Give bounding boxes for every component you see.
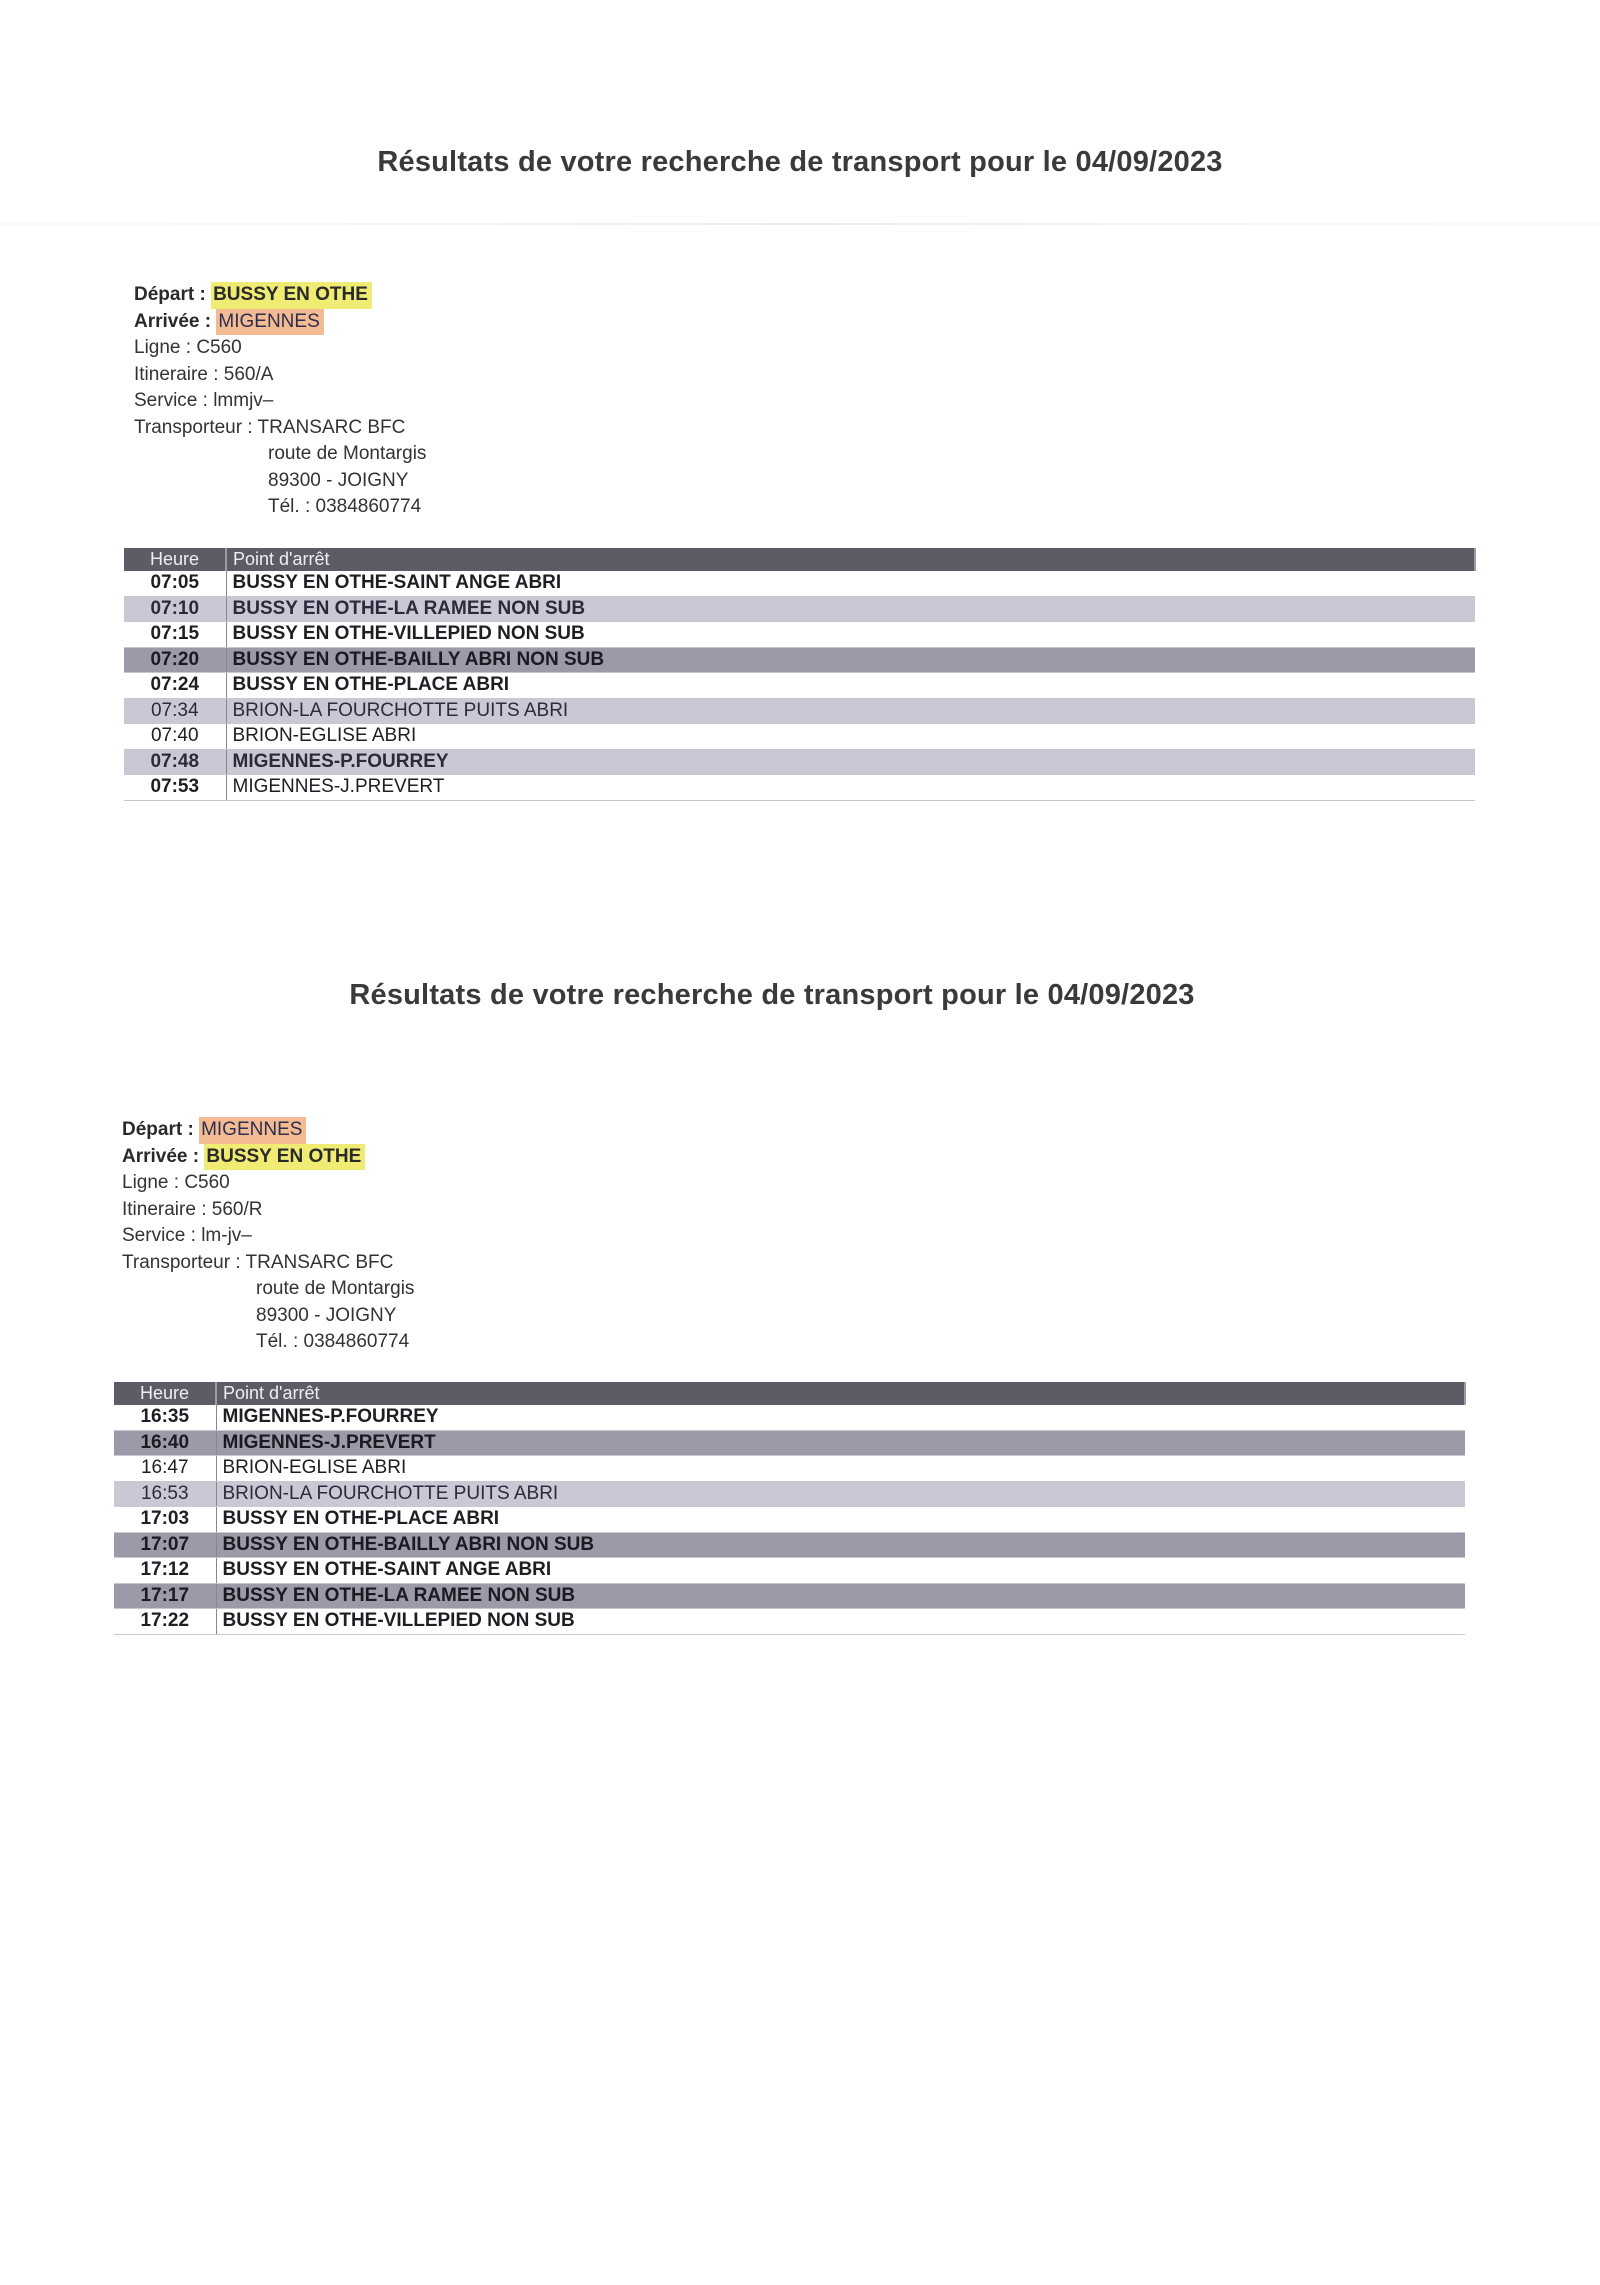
col-point-arret: Point d'arrêt [216,1382,1465,1405]
stop-name: MIGENNES-J.PREVERT [226,775,1475,801]
col-heure: Heure [124,548,226,571]
table-row [114,1558,1465,1584]
ligne: Ligne : C560 [134,337,242,358]
page-title: Résultats de votre recherche de transport pour le 04/09/2023 [349,979,1195,1011]
table-header [114,1382,1465,1405]
arrivee-label: Arrivée : [122,1145,200,1167]
schedule-table [124,548,1476,801]
table-row [124,673,1475,699]
trip-info [122,1117,414,1356]
stop-time: 17:07 [114,1532,216,1558]
table-row [124,775,1475,801]
stop-time: 07:53 [124,775,226,801]
stop-name: BUSSY EN OTHE-SAINT ANGE ABRI [226,571,1475,596]
stop-time: 17:03 [114,1507,216,1533]
stop-time: 07:05 [124,571,226,596]
arrivee-value: BUSSY EN OTHE [204,1144,365,1171]
stop-time: 07:20 [124,647,226,673]
phone: Tél. : 0384860774 [256,1331,410,1352]
address-street: route de Montargis [268,443,427,464]
stop-time: 07:34 [124,698,226,724]
depart-row [122,1117,414,1144]
table-row [114,1481,1465,1507]
stop-time: 07:24 [124,673,226,699]
table-row [124,724,1475,750]
depart-value: BUSSY EN OTHE [211,282,372,309]
address-city: 89300 - JOIGNY [256,1304,397,1326]
stop-time: 17:12 [114,1558,216,1584]
stop-name: BRION-EGLISE ABRI [216,1456,1465,1482]
table-row [114,1583,1465,1609]
stop-name: BUSSY EN OTHE-LA RAMEE NON SUB [216,1583,1465,1609]
stop-time: 17:17 [114,1583,216,1609]
page-title: Résultats de votre recherche de transport pour le 04/09/2023 [377,146,1223,178]
stop-time: 16:40 [114,1430,216,1456]
depart-value: MIGENNES [199,1117,306,1144]
address-city: 89300 - JOIGNY [268,469,409,491]
table-header [124,548,1475,571]
table-row [114,1456,1465,1482]
stop-name: BUSSY EN OTHE-SAINT ANGE ABRI [216,1558,1465,1584]
service: Service : lmmjv– [134,390,274,411]
transporteur: Transporteur : TRANSARC BFC [122,1251,394,1273]
phone: Tél. : 0384860774 [268,496,422,517]
itineraire: Itineraire : 560/A [134,363,274,385]
stop-time: 16:53 [114,1481,216,1507]
stop-name: BUSSY EN OTHE-BAILLY ABRI NON SUB [216,1532,1465,1558]
trip-info [134,282,426,521]
stop-name: BUSSY EN OTHE-VILLEPIED NON SUB [226,622,1475,648]
table-row [114,1430,1465,1456]
table-row [124,596,1475,622]
stop-name: MIGENNES-P.FOURREY [226,749,1475,775]
stop-name: BRION-LA FOURCHOTTE PUITS ABRI [226,698,1475,724]
table-row [114,1532,1465,1558]
stop-time: 07:15 [124,622,226,648]
itineraire: Itineraire : 560/R [122,1198,263,1220]
table-row [114,1405,1465,1430]
depart-label: Départ : [134,284,206,305]
stop-name: MIGENNES-P.FOURREY [216,1405,1465,1430]
table-row [124,749,1475,775]
stop-time: 17:22 [114,1609,216,1635]
depart-label: Départ : [122,1119,194,1140]
arrivee-row [122,1144,414,1171]
ligne: Ligne : C560 [122,1172,230,1193]
transporteur: Transporteur : TRANSARC BFC [134,416,406,438]
col-heure: Heure [114,1382,216,1405]
stop-name: BUSSY EN OTHE-VILLEPIED NON SUB [216,1609,1465,1635]
arrivee-label: Arrivée : [134,310,212,332]
depart-row [134,282,426,309]
stop-name: BUSSY EN OTHE-BAILLY ABRI NON SUB [226,647,1475,673]
stop-name: BRION-LA FOURCHOTTE PUITS ABRI [216,1481,1465,1507]
table-row [124,571,1475,596]
stop-name: MIGENNES-J.PREVERT [216,1430,1465,1456]
stop-name: BUSSY EN OTHE-PLACE ABRI [216,1507,1465,1533]
service: Service : lm-jv– [122,1225,252,1246]
stop-time: 16:35 [114,1405,216,1430]
table-row [124,698,1475,724]
divider [0,223,1600,225]
stop-time: 16:47 [114,1456,216,1482]
arrivee-row [134,309,426,336]
table-row [114,1507,1465,1533]
stop-time: 07:10 [124,596,226,622]
stop-name: BUSSY EN OTHE-PLACE ABRI [226,673,1475,699]
table-row [114,1609,1465,1635]
table-row [124,622,1475,648]
table-row [124,647,1475,673]
stop-name: BRION-EGLISE ABRI [226,724,1475,750]
stop-time: 07:48 [124,749,226,775]
arrivee-value: MIGENNES [216,309,323,336]
stop-time: 07:40 [124,724,226,750]
schedule-table [114,1382,1466,1635]
address-street: route de Montargis [256,1278,415,1299]
stop-name: BUSSY EN OTHE-LA RAMEE NON SUB [226,596,1475,622]
col-point-arret: Point d'arrêt [226,548,1475,571]
